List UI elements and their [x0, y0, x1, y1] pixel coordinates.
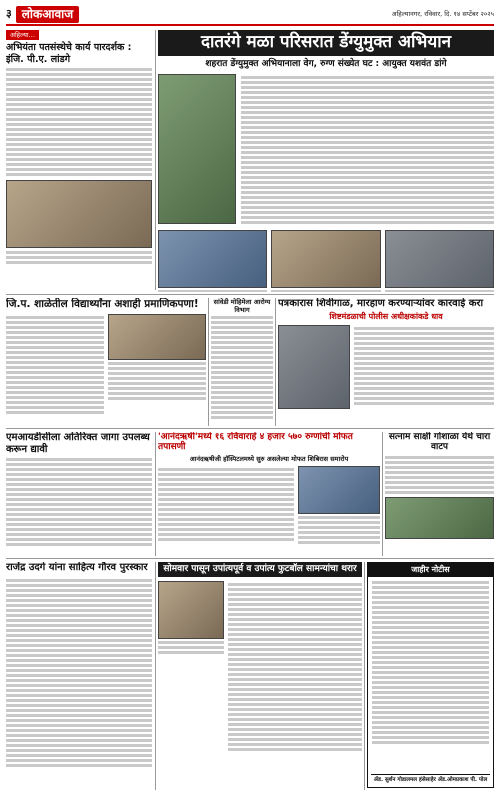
story-school-headline: जि.प. शाळेतील विद्यार्थ्यांना अशाही प्रमाणिकपणा! — [6, 298, 199, 310]
public-notice-body — [368, 577, 493, 748]
story-football-photo-caption — [158, 641, 224, 654]
story-school-body-2 — [108, 362, 206, 400]
story-health — [211, 298, 273, 426]
story-anandrishi-headline: 'आनंदऋषी'मध्ये १६ रविवाराहे ४ हजार ५७० रुग्णांची मोफत तपासणी — [158, 432, 353, 453]
story-dengue — [158, 30, 494, 292]
masthead — [6, 4, 494, 26]
story-football-photo — [158, 581, 224, 639]
story-anandrishi-body-2 — [298, 516, 380, 544]
story-football-headline: सोमवार पासून उपांत्यपूर्व व उपांत्य फुटबॉल सामन्यांचा थरार — [158, 562, 362, 577]
public-notice-title: जाहीर नोटीस — [368, 563, 493, 577]
story-patsanstha-caption — [6, 251, 152, 264]
story-press-headline: पत्रकारास शिवीगाळ, मारहाण करण्याऱ्यांवर कारवाई करा — [278, 298, 484, 309]
story-press-photo — [278, 325, 350, 409]
story-dengue-body — [241, 74, 494, 226]
story-rajendra — [6, 562, 152, 790]
story-dengue-subhead: शहरात डेंग्युमुक्त अभियानाला वेग, रुग्ण संख्येत घट : आयुक्त यशवंत डांगे — [205, 58, 447, 69]
story-health-headline: सांवेडी मोहिमेला आरोग्य विभाग — [213, 298, 271, 315]
story-football — [158, 562, 362, 790]
public-notice — [367, 562, 494, 788]
story-dengue-photo-4-caption — [385, 290, 494, 292]
story-dengue-photo-2 — [158, 230, 267, 288]
public-notice-footer: ॲड. सुर्शन गोडालमल हंसेसाहेर ॲड.ओमप्रकाश पी. पोल — [371, 774, 490, 784]
story-goshala-photo — [385, 497, 494, 539]
story-goshala — [385, 432, 494, 556]
story-press-subhead: शिष्टमंडळाची पोलीस अधीक्षकांकडे धाव — [329, 311, 443, 321]
story-rajendra-headline: राजेंद्र उदगे यांना साहित्य गौरव पुरस्कार — [6, 562, 148, 573]
story-anandrishi-subhead: आनंदऋषीजी हॉस्पिटलमध्ये सुरु असलेल्या मोफत शिबिरास समारोप — [189, 454, 349, 463]
story-dengue-photo-3 — [271, 230, 380, 288]
story-dengue-headline: दातरंगे मळा परिसरात डेंग्युमुक्त अभियान — [158, 30, 494, 56]
story-patsanstha-headline: अभियंता पतसंस्थेचे कार्य पारदर्शक : इंजि. पी.ए. लांडगे — [6, 42, 132, 65]
story-patsanstha-photo — [6, 180, 152, 248]
story-dengue-photo-3-caption — [271, 290, 380, 292]
page-number: ३ — [6, 7, 12, 21]
date-line: अहिल्यानगर, रविवार, दि. १४ सप्टेंबर २०२५ — [391, 9, 494, 18]
story-football-body — [228, 581, 362, 753]
story-goshala-headline: सत्नाम साक्षी गोशाळा येथे चारा वाटप — [388, 432, 491, 453]
story-anandrishi — [158, 432, 380, 556]
story-anandrishi-body-1 — [158, 466, 294, 546]
story-dengue-photo-2-caption — [158, 290, 267, 292]
section-tag: अहिल्या… — [6, 30, 39, 40]
story-midc-headline: एमआयडीसीला अतिरिक्त जागा उपलब्ध करून द्यावी — [6, 432, 150, 455]
story-anandrishi-photo — [298, 466, 380, 514]
story-dengue-photo-4 — [385, 230, 494, 288]
story-rajendra-body — [6, 577, 152, 769]
story-dengue-photo-1 — [158, 74, 236, 224]
story-midc — [6, 432, 152, 556]
story-school-body-1 — [6, 314, 104, 416]
story-school — [6, 298, 206, 426]
story-press — [278, 298, 494, 426]
story-midc-body — [6, 458, 152, 546]
story-goshala-body — [385, 456, 494, 494]
story-health-body — [211, 316, 273, 419]
story-patsanstha — [6, 30, 152, 292]
story-press-body — [354, 325, 494, 409]
story-patsanstha-body — [6, 68, 152, 176]
newspaper-logo: लोकआवाज — [16, 6, 79, 23]
story-school-photo — [108, 314, 206, 360]
